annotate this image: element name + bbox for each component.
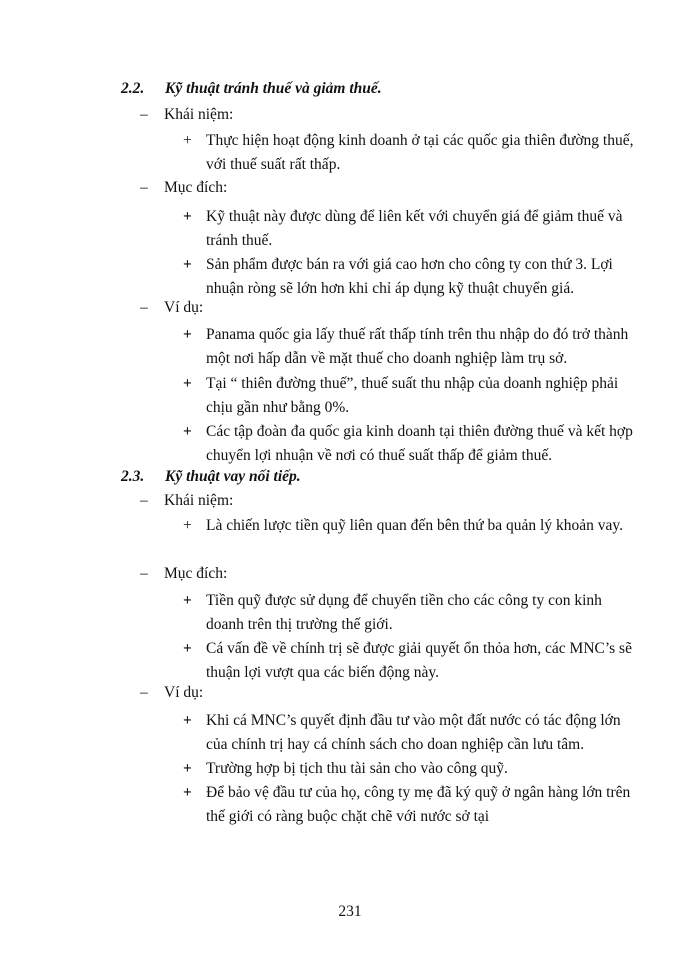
plus-icon: + <box>183 592 192 609</box>
section-heading-2-3 <box>121 468 301 486</box>
concept-label: – Khái niệm: <box>140 106 234 123</box>
list-item: + Trường hợp bị tịch thu tài sản cho vào công quỹ. <box>183 757 643 781</box>
list-item: + Cá vấn đề về chính trị sẽ được giải quyết ổn thỏa hơn, các MNC’s sẽ thuận lợi vượt qua các biến động này. <box>183 637 643 685</box>
concept-label: – Khái niệm: <box>140 492 234 509</box>
plus-icon: + <box>183 712 192 729</box>
list-item: + Để bảo vệ đầu tư của họ, công ty mẹ đã ký quỹ ở ngân hàng lớn trên thế giới có ràng buộc chặt chẽ với nước sở tại <box>183 781 643 829</box>
plus-icon: + <box>183 375 192 392</box>
section-number: 2.2. <box>121 80 145 97</box>
plus-icon: + <box>183 256 192 273</box>
plus-icon: + <box>183 517 192 534</box>
list-item: + Khi cá MNC’s quyết định đầu tư vào một đất nước có tác động lớn của chính trị hay cá chính sách cho doan nghiệp cần lưu tâm. <box>183 709 643 757</box>
purpose-label: – Mục đích: <box>140 565 228 582</box>
example-label: – Ví dụ: <box>140 684 204 701</box>
plus-icon: + <box>183 326 192 343</box>
plus-icon: + <box>183 132 192 149</box>
page-number: 231 <box>338 903 362 920</box>
section-number: 2.3. <box>121 468 145 485</box>
section-heading-2-2 <box>121 80 382 98</box>
list-item: + Tại “ thiên đường thuế”, thuế suất thu nhập của doanh nghiệp phải chịu gần như bằng 0%. <box>183 372 643 420</box>
list-item: + Kỹ thuật này được dùng để liên kết với chuyển giá để giảm thuế và tránh thuế. <box>183 205 643 253</box>
list-item: + Là chiến lược tiền quỹ liên quan đến bên thứ ba quản lý khoản vay. <box>183 514 643 538</box>
list-item: + Tiền quỹ được sử dụng để chuyển tiền cho các công ty con kinh doanh trên thị trường thế giới. <box>183 589 643 637</box>
plus-icon: + <box>183 640 192 657</box>
section-title: Kỹ thuật tránh thuế và giảm thuế. <box>165 80 382 97</box>
section-title: Kỹ thuật vay nối tiếp. <box>165 468 301 485</box>
list-item: + Các tập đoàn đa quốc gia kinh doanh tại thiên đường thuế và kết hợp chuyển lợi nhuận về nơi có thuế suất thấp để giảm thuế. <box>183 420 643 468</box>
plus-icon: + <box>183 760 192 777</box>
list-item: + Thực hiện hoạt động kinh doanh ở tại các quốc gia thiên đường thuế, với thuế suất rất thấp. <box>183 129 643 177</box>
list-item: + Panama quốc gia lấy thuế rất thấp tính trên thu nhập do đó trở thành một nơi hấp dẫn về mặt thuế cho doanh nghiệp làm trụ sở. <box>183 323 643 371</box>
plus-icon: + <box>183 784 192 801</box>
list-item: + Sản phẩm được bán ra với giá cao hơn cho công ty con thứ 3. Lợi nhuận ròng sẽ lớn hơn khi chỉ áp dụng kỹ thuật chuyển giá. <box>183 253 643 301</box>
plus-icon: + <box>183 208 192 225</box>
example-label: – Ví dụ: <box>140 299 204 316</box>
purpose-label: – Mục đích: <box>140 179 228 196</box>
plus-icon: + <box>183 423 192 440</box>
